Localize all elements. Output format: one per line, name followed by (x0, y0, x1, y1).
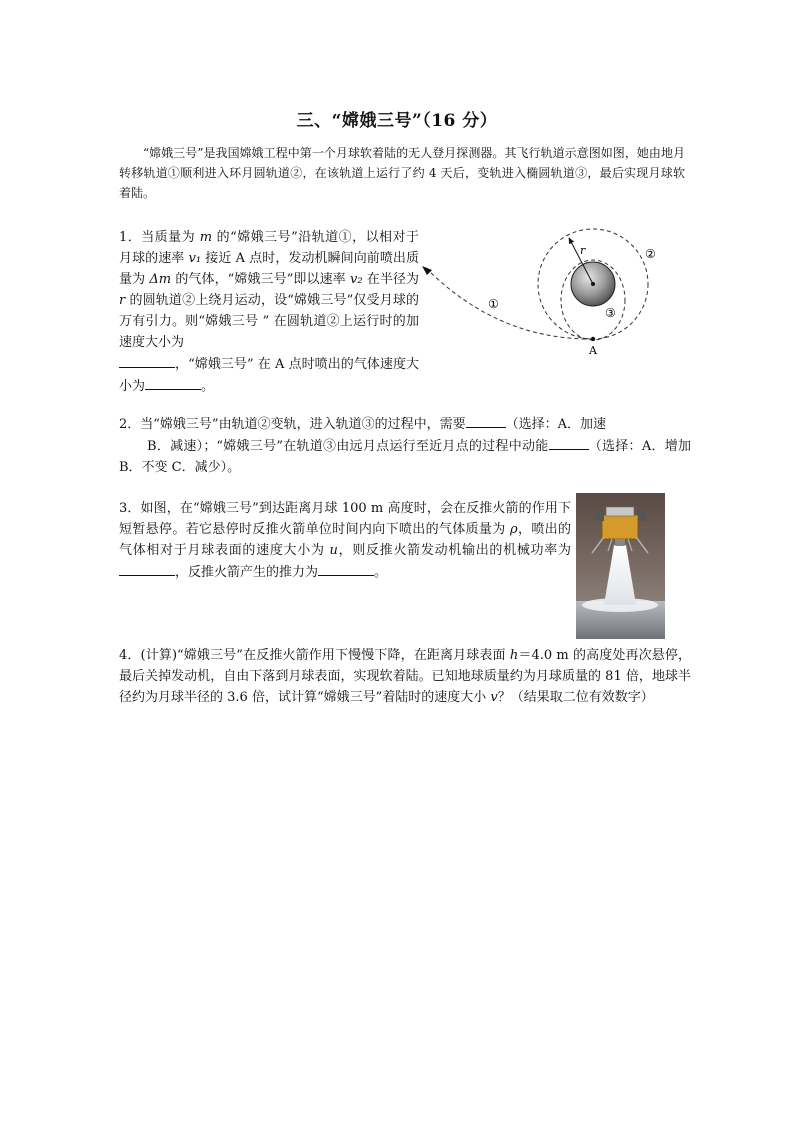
q1-text-5: 在半径为 (362, 272, 420, 287)
q2-text-1: 2．当“嫦娥三号”由轨道②变轨，进入轨道③的过程中，需要 (119, 417, 466, 432)
label-orbit-3: ③ (605, 306, 616, 320)
q4-var-h: h (509, 648, 519, 663)
q2-text-3: B．减速）；“嫦娥三号”在轨道③由远月点运行至近月点的过程中动能 (147, 439, 549, 454)
label-point-a: A (589, 344, 597, 357)
q4-text-1: 4．(计算)“嫦娥三号”在反推火箭作用下慢慢下降，在距离月球表面 (119, 648, 510, 663)
q1-text-7: ，“嫦娥三号” 在 A 点时喷出的气体速度大小为 (119, 357, 419, 394)
q1-var-r: r (119, 293, 126, 308)
orbit-1-path (426, 268, 593, 339)
q4-var-v: v (490, 690, 498, 705)
q1-text-2: 的“嫦娥三号”沿轨道①，以相对于月球的速率 (119, 230, 419, 266)
q1-answer-blank-1[interactable] (119, 353, 175, 368)
page-title: 三、“嫦娥三号”（16 分） (296, 111, 498, 131)
q3-text-1: 3．如图，在“嫦娥三号”到达距离月球 100 m 高度时，会在反推火箭的作用下短暂悬停。若它悬停时反推火箭单位时间内向下喷出的气体质量为 (119, 501, 571, 537)
lander-panel-left (596, 511, 604, 521)
lander-top (606, 507, 634, 516)
q1-answer-blank-2[interactable] (145, 375, 201, 390)
q1-text-6: 的圆轨道②上绕月运动，设“嫦娥三号”仅受月球的万有引力。则“嫦娥三号 ” 在圆轨道②上运行时的加速度大小为 (119, 293, 419, 350)
label-r: r (580, 244, 586, 257)
intro-paragraph: “嫦娥三号”是我国嫦娥工程中第一个月球软着陆的无人登月探测器。其飞行轨道示意图如图，她由地月转移轨道①顺利进入环月圆轨道②，在该轨道上运行了约 4 天后，变轨进入椭圆轨道③，最后实现月球软着陆。 (119, 146, 685, 200)
orbit-1-arrow-icon (422, 266, 432, 275)
lander-body (602, 515, 638, 539)
question-2 (119, 413, 691, 478)
q3-var-u: u (329, 543, 338, 558)
q3-text-5: 。 (374, 565, 388, 580)
lander-nozzle (615, 539, 625, 546)
q3-answer-blank-2[interactable] (318, 561, 374, 576)
label-orbit-1: ① (488, 297, 499, 311)
q1-text-4: 的气体，“嫦娥三号”即以速率 (171, 272, 350, 287)
q3-text-2: ，喷出的气体相对于月球表面的速度大小为 (119, 522, 571, 558)
question-4 (119, 645, 691, 708)
q3-answer-blank-1[interactable] (119, 561, 175, 576)
q1-var-dm: Δm (149, 272, 172, 287)
q4-text-2: ＝4.0 m 的高度处再次悬停，最后关掉发动机，自由下落到月球表面，实现软着陆。已知地球质量约为月球质量的 81 倍，地球半径约为月球半径的 3.6 倍，试计算“嫦娥三号”着陆时的速度大小 (119, 648, 691, 705)
q1-var-v2: v₂ (349, 272, 363, 287)
q1-var-v1: v₁ (188, 251, 202, 266)
q3-var-rho: ρ (510, 522, 518, 537)
q1-var-m: m (199, 230, 213, 245)
label-orbit-2: ② (645, 247, 656, 261)
q1-text-3: 接近 A 点时，发动机瞬间向前喷出质量为 (119, 251, 419, 287)
q3-text-3: ，则反推火箭发动机输出的机械功率为 (337, 543, 571, 558)
q2-text-4: （选择：A．增加 B．不变 C．减少）。 (119, 439, 691, 475)
question-1 (119, 227, 419, 397)
q1-text-1: 1．当质量为 (119, 230, 200, 245)
orbit-diagram (418, 220, 684, 360)
q3-text-4: ，反推火箭产生的推力为 (175, 565, 319, 580)
lander-photo (576, 493, 665, 639)
q1-text-8: 。 (201, 379, 215, 394)
question-3 (119, 498, 571, 583)
lander-panel-right (638, 511, 646, 521)
q2-text-2: （选择：A．加速 (505, 417, 606, 432)
q2-answer-blank-1[interactable] (466, 413, 506, 428)
q4-text-3: ？（结果取二位有效数字） (497, 690, 654, 705)
point-a-dot (591, 337, 595, 341)
q2-answer-blank-2[interactable] (549, 435, 589, 450)
